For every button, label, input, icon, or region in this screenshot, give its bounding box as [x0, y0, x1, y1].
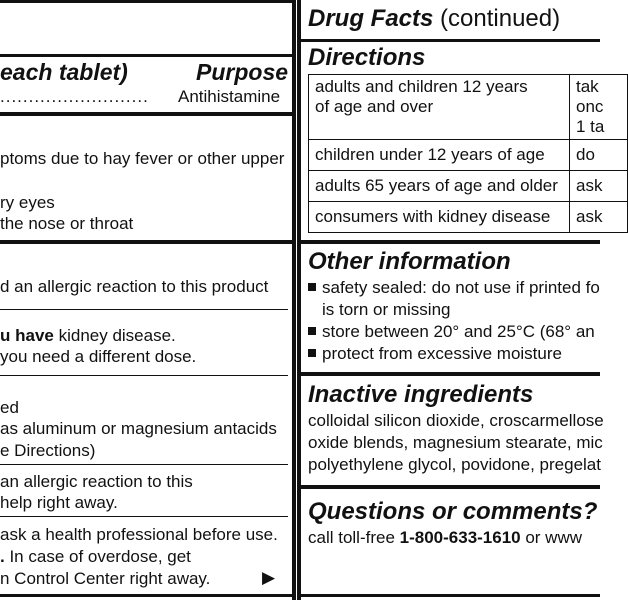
uses-line-1: ptoms due to hay fever or other upper [0, 149, 285, 168]
directions-who-line: adults 65 years of age and older [315, 176, 558, 195]
inactive-ingredients-line: polyethylene glycol, povidone, pregelat [308, 455, 601, 474]
warnings-line-8: help right away. [0, 493, 118, 512]
directions-what-line: tak [576, 77, 599, 96]
other-info-item [308, 322, 595, 342]
directions-table [308, 74, 628, 233]
uses-section-rule [0, 112, 296, 116]
warnings-line-11: n Control Center right away. [0, 569, 211, 588]
directions-what-cell [570, 75, 628, 140]
directions-what-line: ask [576, 207, 603, 226]
inactive-ingredients-line: colloidal silicon dioxide, croscarmellose [308, 411, 604, 430]
table-row [309, 202, 628, 233]
questions-heading: Questions or comments? [308, 498, 598, 525]
warnings-line-3: you need a different dose. [0, 347, 197, 366]
warnings-line-4: ed [0, 398, 19, 417]
continue-arrow-icon: ▶ [262, 568, 276, 587]
inactive-ingredients-line: oxide blends, magnesium stearate, mic [308, 433, 603, 452]
inactive-ingredients-rule [301, 372, 600, 376]
drug-facts-continued-title [308, 5, 560, 33]
directions-heading: Directions [308, 44, 426, 71]
directions-who-cell [309, 171, 570, 202]
directions-what-cell [570, 140, 628, 171]
warnings-line-2-rest: kidney disease. [53, 326, 176, 345]
table-row [309, 171, 628, 202]
warnings-line-10-bold: . [0, 547, 5, 566]
active-header-rule [0, 54, 292, 57]
warnings-line-6: e Directions) [0, 441, 96, 460]
directions-what-cell [570, 202, 628, 233]
other-info-item-text: store between 20° and 25°C (68° an [322, 322, 595, 341]
left-top-border [0, 0, 296, 3]
drug-facts-title-bold: Drug Facts [308, 5, 434, 32]
left-panel-right-border [292, 0, 296, 600]
square-bullet-icon [308, 283, 316, 291]
warnings-section-rule [0, 240, 296, 244]
square-bullet-icon [308, 349, 316, 357]
directions-who-cell [309, 202, 570, 233]
right-bottom-border [301, 594, 600, 597]
other-information-rule [301, 240, 600, 244]
directions-who-line: children under 12 years of age [315, 145, 545, 164]
square-bullet-icon [308, 327, 316, 335]
warnings-rule-1 [0, 309, 288, 310]
left-bottom-border [0, 594, 296, 597]
purpose-header: Purpose [196, 59, 289, 85]
directions-top-rule [301, 39, 600, 42]
directions-who-cell [309, 75, 570, 140]
warnings-line-10 [0, 547, 191, 567]
uses-line-2: ry eyes [0, 193, 55, 212]
phone-number-link[interactable]: 1-800-633-1610 [399, 528, 521, 547]
warnings-line-10-rest: In case of overdose, get [4, 547, 191, 566]
warnings-line-9: ask a health professional before use. [0, 525, 278, 544]
questions-contact-line [308, 528, 582, 548]
directions-who-line: adults and children 12 years [315, 77, 528, 96]
table-row [309, 75, 628, 140]
other-info-item-continued: is torn or missing [322, 300, 451, 319]
uses-line-3: the nose or throat [0, 214, 134, 233]
other-info-item-text: protect from excessive moisture [322, 344, 562, 363]
purpose-value: Antihistamine [178, 87, 281, 106]
warnings-line-1: d an allergic reaction to this product [0, 277, 269, 296]
directions-what-line: 1 ta [576, 117, 605, 136]
table-row [309, 140, 628, 171]
warnings-line-7: an allergic reaction to this [0, 472, 193, 491]
directions-what-line: do [576, 145, 595, 164]
directions-who-cell [309, 140, 570, 171]
warnings-line-2 [0, 326, 176, 346]
directions-what-line: ask [576, 176, 603, 195]
warnings-rule-3 [0, 464, 288, 465]
other-info-item [308, 278, 600, 298]
dot-leader: .......................... [0, 87, 149, 106]
other-information-heading: Other information [308, 248, 511, 275]
directions-what-cell [570, 171, 628, 202]
questions-prefix: call toll-free [308, 528, 400, 547]
active-ingredient-header: each tablet) [0, 59, 128, 85]
drug-facts-title-continued: (continued) [433, 5, 561, 32]
other-info-item-text: safety sealed: do not use if printed fo [322, 278, 600, 297]
warnings-line-2-bold: u have [0, 326, 54, 345]
questions-rule [301, 485, 600, 489]
inactive-ingredients-heading: Inactive ingredients [308, 381, 534, 408]
other-info-item [308, 344, 562, 364]
right-panel-left-border [297, 0, 301, 600]
warnings-rule-4 [0, 516, 288, 517]
warnings-line-5: as aluminum or magnesium antacids [0, 419, 277, 438]
questions-suffix: or www [520, 528, 583, 547]
warnings-rule-2 [0, 375, 288, 376]
directions-who-line: consumers with kidney disease [315, 207, 551, 226]
directions-who-line: of age and over [315, 97, 434, 116]
directions-what-line: onc [576, 97, 604, 116]
